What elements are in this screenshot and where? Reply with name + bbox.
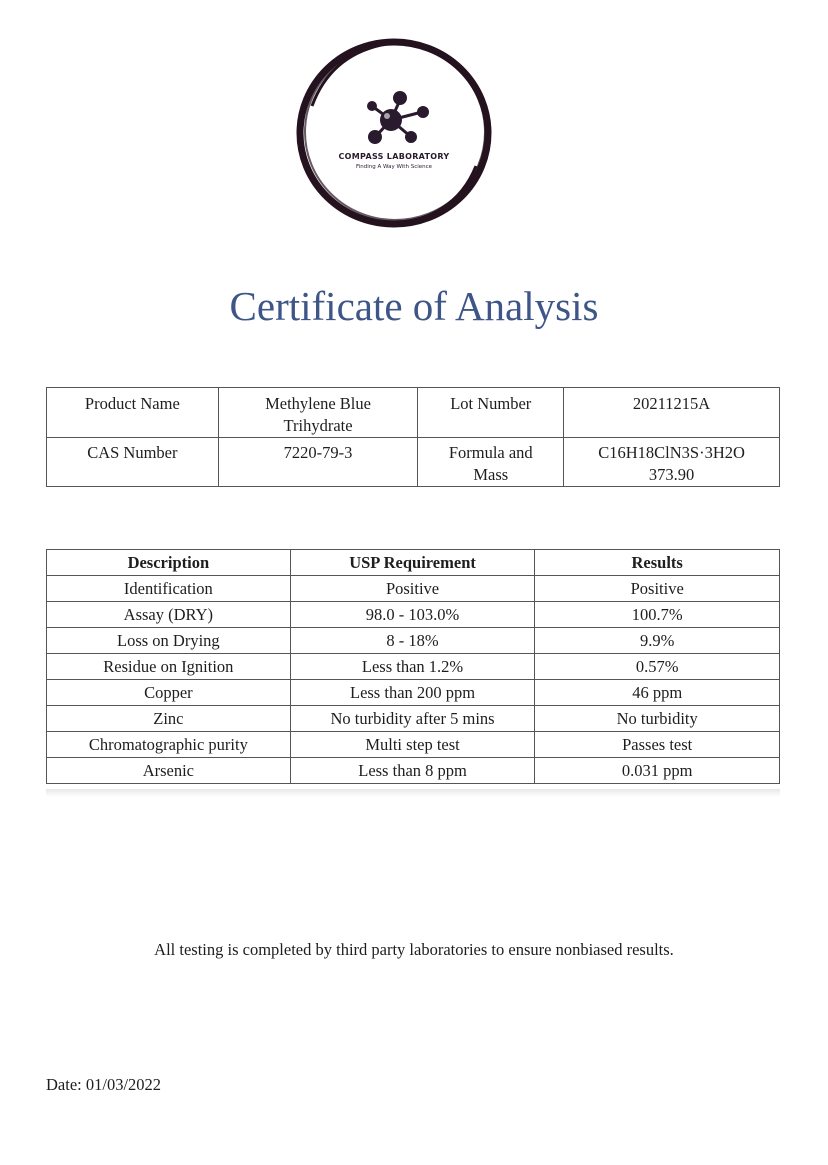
logo-tagline: Finding A Way With Science <box>355 164 433 170</box>
test-result: Positive <box>535 576 780 602</box>
test-result: No turbidity <box>535 706 780 732</box>
test-result: 0.57% <box>535 654 780 680</box>
product-name-value: Methylene Blue Trihydrate <box>218 388 418 438</box>
header-results: Results <box>535 550 780 576</box>
product-info-row <box>47 438 780 487</box>
table-row <box>47 654 780 680</box>
table-row <box>47 680 780 706</box>
test-description: Loss on Drying <box>47 628 291 654</box>
test-description: Identification <box>47 576 291 602</box>
test-result: 100.7% <box>535 602 780 628</box>
test-description: Zinc <box>47 706 291 732</box>
cas-number-label: CAS Number <box>47 438 219 487</box>
product-info-row <box>47 388 780 438</box>
formula-label: Formula and Mass <box>418 438 564 487</box>
formula-value: C16H18ClN3S·3H2O 373.90 <box>564 438 780 487</box>
test-description: Copper <box>47 680 291 706</box>
test-requirement: 98.0 - 103.0% <box>290 602 535 628</box>
test-result: Passes test <box>535 732 780 758</box>
test-description: Assay (DRY) <box>47 602 291 628</box>
lot-number-value: 20211215A <box>564 388 780 438</box>
test-description: Residue on Ignition <box>47 654 291 680</box>
test-requirement: Positive <box>290 576 535 602</box>
header-description: Description <box>47 550 291 576</box>
test-requirement: Multi step test <box>290 732 535 758</box>
test-requirement: Less than 1.2% <box>290 654 535 680</box>
table-row <box>47 602 780 628</box>
test-requirement: 8 - 18% <box>290 628 535 654</box>
test-description: Arsenic <box>47 758 291 784</box>
test-result: 0.031 ppm <box>535 758 780 784</box>
table-row <box>47 576 780 602</box>
test-description: Chromatographic purity <box>47 732 291 758</box>
test-requirement: No turbidity after 5 mins <box>290 706 535 732</box>
test-results-table <box>46 549 780 784</box>
page-title: Certificate of Analysis <box>229 283 599 329</box>
issue-date: Date: 01/03/2022 <box>46 1075 162 1094</box>
table-header-row <box>47 550 780 576</box>
test-requirement: Less than 8 ppm <box>290 758 535 784</box>
table-shadow <box>46 789 780 797</box>
testing-note: All testing is completed by third party laboratories to ensure nonbiased results. <box>154 940 674 959</box>
company-logo <box>294 36 494 230</box>
logo-emblem-icon <box>294 36 494 230</box>
product-info-table <box>46 387 780 487</box>
table-row <box>47 758 780 784</box>
lot-number-label: Lot Number <box>418 388 564 438</box>
test-result: 46 ppm <box>535 680 780 706</box>
table-row <box>47 628 780 654</box>
product-name-label: Product Name <box>47 388 219 438</box>
logo-name: COMPASS LABORATORY <box>338 152 450 161</box>
test-result: 9.9% <box>535 628 780 654</box>
test-requirement: Less than 200 ppm <box>290 680 535 706</box>
header-usp-requirement: USP Requirement <box>290 550 535 576</box>
cas-number-value: 7220-79-3 <box>218 438 418 487</box>
table-row <box>47 732 780 758</box>
table-row <box>47 706 780 732</box>
